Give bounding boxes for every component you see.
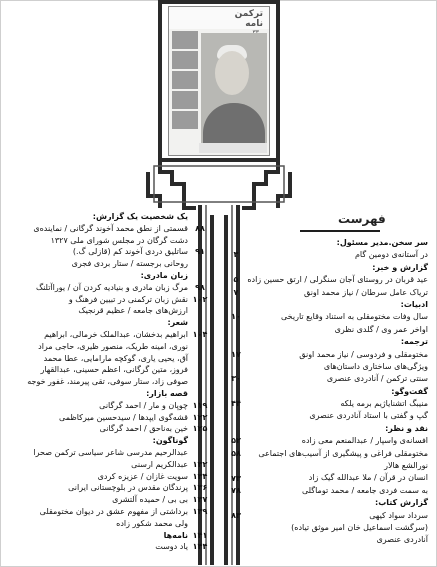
toc-page-number: ۷۳: [231, 473, 241, 483]
toc-entry: آنادردی عنصری: [376, 535, 428, 545]
thumbnail: [172, 51, 198, 69]
toc-section-heading: زبان مادری:: [140, 270, 188, 280]
toc-entry: صوفی زاد، ستار سوفی، تقی پیرمند، غفور خوجه: [27, 377, 188, 387]
toc-page-number: ۵۲: [231, 436, 241, 446]
toc-entry: فروز، متین گرگانی، اعظم حسینی، عبدالقهار: [40, 365, 188, 375]
toc-title: فهرست: [338, 212, 386, 226]
toc-entry: سویت غازان / عزیزه کردی: [97, 471, 188, 481]
toc-entry: ساتلیق دردی آخوند کم (قازلی گ.): [72, 247, 188, 257]
toc-entry: سرداد سواد کیهی: [369, 510, 428, 520]
toc-entry: چوپان و مار / احمد گرگانی: [99, 400, 188, 410]
toc-entry: روحانی برجسته / ستار بردی فجری: [71, 259, 188, 269]
cover-logo: [235, 9, 263, 29]
thumbnail: [172, 31, 198, 49]
toc-page-number: ۹۸: [195, 282, 205, 292]
logo-line: ترکمن: [234, 9, 263, 19]
toc-page-number: ۱۰۴: [192, 330, 208, 339]
toc-entry: افسانه‌ی واسپار / عبدالمنعم معی زاده: [301, 436, 428, 446]
toc-page-number: ۵۸: [231, 448, 241, 458]
toc-entry: دشت گرگان در مجلس شورای ملی ۱۳۲۷: [50, 235, 188, 245]
toc-entry: عبدالرحیم مدرسی شاعر سیاسی ترکمن صحرا: [33, 447, 188, 457]
toc-section-heading: نقد و نظر:: [385, 423, 428, 433]
portrait-face: [215, 51, 249, 95]
toc-page-number: ۷۸: [231, 486, 241, 495]
toc-entry: به سمت فردی جامعه / محمد توماگلی: [301, 485, 428, 495]
toc-page-number: ۵: [233, 275, 239, 285]
toc-section-heading: گفت‌وگو:: [391, 386, 428, 396]
toc-page-number: ۱۴۱: [192, 530, 208, 540]
toc-entry: نقش زبان ترکمنی در تبیین فرهنگ و: [68, 294, 188, 304]
toc-page-number: ۱۳۶: [192, 483, 208, 493]
cover-footer: [199, 143, 267, 153]
toc-page-number: ۱۷: [231, 349, 241, 359]
toc-entry: یاد دوست: [155, 542, 188, 552]
toc-page-number: ۱۳۹: [192, 507, 208, 516]
toc-section-heading: گزارش و خبر:: [372, 262, 428, 272]
toc-section-heading: گوناگون:: [152, 436, 188, 446]
toc-page-number: ۱۴۴: [192, 542, 208, 552]
thumbnail: [172, 91, 198, 109]
toc-left-column: [8, 212, 188, 554]
toc-entry: پرندگان مقدس در بلوچستانی ایرانی: [68, 483, 188, 493]
toc-entry: برداشتی از مفهوم عشق در دیوان مختومقلی: [39, 506, 188, 516]
toc-entry: مختومقلی و فردوسی / نیاز محمد اونق: [299, 349, 428, 359]
toc-right-column: [248, 238, 428, 548]
toc-entry: منیبگ اتشنایاژیم برمه یلکه: [340, 399, 428, 409]
toc-entry: ارزش‌های جامعه / عظیم قرنجیک: [78, 306, 188, 316]
toc-entry: اواخر عمر وی / گلدی نظری: [334, 324, 428, 334]
toc-page-number: ۴۴: [231, 399, 241, 409]
toc-entry: قشه‌گوی ایپدها / سیدحسین میرکاظمی: [59, 412, 188, 422]
cover-thumbnails: [172, 31, 198, 153]
toc-page-number: ۹۱: [195, 247, 205, 257]
toc-section-heading: قصه بازار:: [146, 388, 188, 398]
toc-entry: بی بی / حمیده آلتشری: [112, 495, 188, 505]
toc-entry: مرگ زبان مادری و بنیادیه کردن آن / یوراآتلنگ: [35, 282, 188, 292]
toc-entry: آق، یحیی یاری، گوکچه مارامایی، عطا محمد: [43, 353, 188, 363]
logo-line: نامه: [245, 19, 263, 29]
toc-entry: مختومقلی فراغی و پیشگیری از آسیب‌های اجتماعی: [258, 448, 428, 458]
toc-page-number: ۱۰۲: [192, 294, 208, 304]
toc-page-number: ۱۳۷: [192, 495, 208, 505]
thumbnail: [172, 111, 198, 129]
toc-section-heading: یک شخصیت یک گزارش:: [92, 212, 188, 221]
toc-section-heading: ترجمه:: [400, 337, 428, 347]
toc-page-number: ۷: [233, 287, 239, 297]
toc-entry: گپ و گفتی با استاد آنادردی عنصری: [309, 411, 428, 421]
toc-entry: عید قربان در روستای آجان سنگرلی / ارتق حسین زاده: [247, 275, 428, 285]
toc-entry: سال وفات مختومقلی به استناد وقایع تاریخی: [281, 312, 428, 322]
toc-entry: در آستانه‌ی دومین گام: [354, 250, 428, 260]
title-underline: [300, 230, 380, 232]
toc-entry: ابراهیم بدخشان، عبدالملک خرمالی، ابراهیم: [44, 329, 188, 339]
toc-page-number: ۸۳: [231, 510, 241, 520]
toc-page-number: ۳۰: [231, 374, 241, 384]
toc-section-heading: گزارش کتاب:: [375, 498, 428, 508]
toc-page-number: ۱۳۴: [192, 471, 208, 481]
toc-page-number: ۱۰: [231, 312, 241, 322]
toc-entry: عبدالکریم ارسنی: [131, 459, 188, 469]
thumbnail: [172, 71, 198, 89]
toc-page-number: ۳: [233, 250, 239, 260]
toc-entry: ویژگی‌های ساختاری داستان‌های: [323, 361, 428, 371]
toc-section-heading: نامه‌ها: [163, 530, 188, 540]
toc-page-number: ۱۲۲: [192, 412, 208, 422]
toc-entry: انسان در قرآن / ملا عبدالله گیک زاد: [308, 473, 428, 483]
magazine-cover: [168, 6, 270, 156]
toc-entry: نوری، امینه طریک، منصور ظیری، حاجی مراد: [38, 341, 188, 351]
toc-section-heading: شعر:: [167, 318, 188, 328]
toc-page-number: ۱۳۲: [192, 459, 208, 469]
toc-entry: سنتی ترکمن / آنادردی عنصری: [326, 374, 428, 384]
toc-entry: تریاک عامل سرطان / نیاز محمد اونق: [304, 287, 428, 297]
toc-entry: (سرگشت اسماعیل خان امیر موثق تیاده): [291, 522, 428, 532]
toc-entry: ولی محمد شکور زاده: [116, 518, 188, 528]
toc-page-number: ۱۱۹: [192, 400, 208, 410]
toc-page-number: ۱۲۵: [192, 424, 208, 434]
toc-section-heading: سر سخن.مدیر مسئول:: [336, 238, 428, 247]
toc-entry: خین به‌ناحق / احمد گرگانی: [99, 424, 188, 434]
toc-entry: قسمتی از نطق محمد آخوند گرگانی / نماینده‌ی: [33, 223, 188, 233]
toc-section-heading: ادبیات:: [400, 299, 428, 309]
toc-page-number: ۸۸: [195, 223, 205, 233]
toc-entry: نورالشع هالار: [384, 461, 428, 471]
